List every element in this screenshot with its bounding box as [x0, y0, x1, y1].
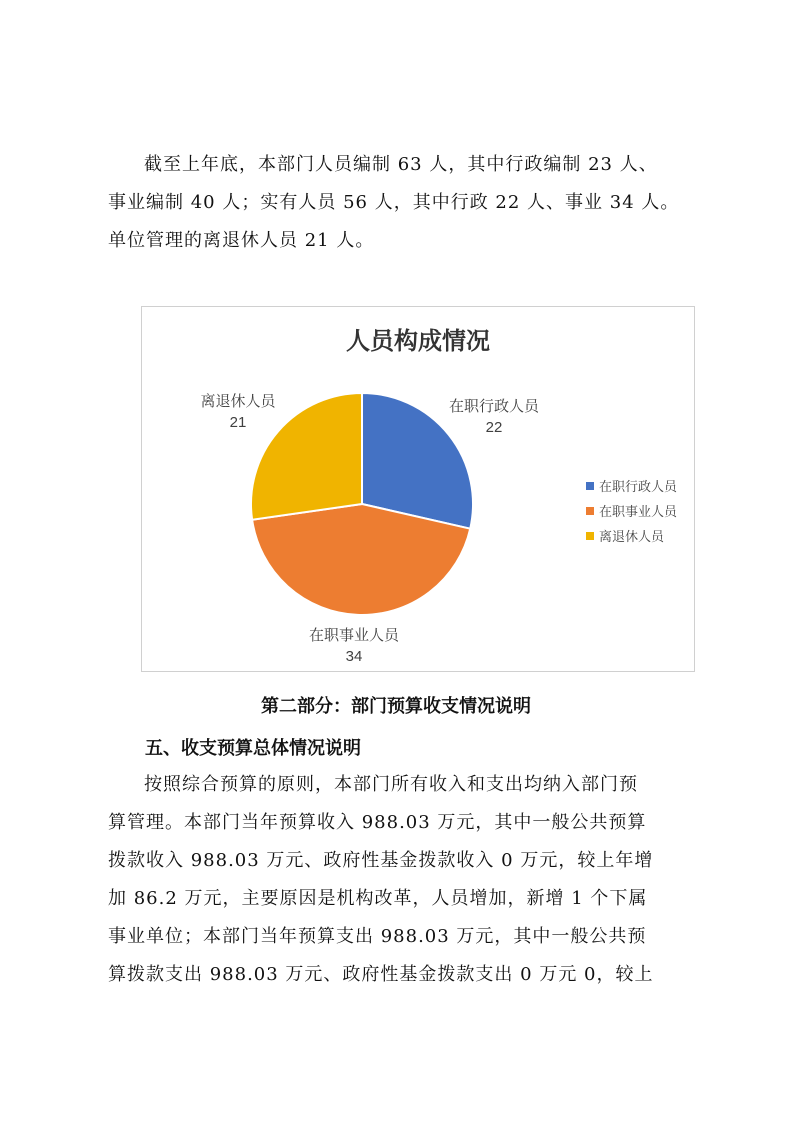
legend-item [586, 523, 677, 548]
legend-label: 在职行政人员 [599, 479, 678, 494]
slice-label: 离退休人员 [200, 393, 276, 410]
body-line: 拨款收入 988.03 万元、政府性基金拨款收入 0 万元，较上年增 [108, 850, 654, 871]
legend-item [586, 473, 677, 498]
body-line: 事业单位；本部门当年预算支出 988.03 万元，其中一般公共预 [108, 926, 647, 947]
pie-slice [252, 504, 470, 615]
slice-value: 34 [345, 648, 363, 665]
slice-value: 21 [229, 414, 247, 431]
legend-swatch [586, 532, 594, 540]
chart-legend [586, 473, 677, 548]
intro-line: 事业编制 40 人；实有人员 56 人，其中行政 22 人、事业 34 人。 [108, 192, 680, 213]
subsection-title: 五、收支预算总体情况说明 [145, 738, 361, 759]
slice-value: 22 [485, 419, 503, 436]
intro-line: 截至上年底，本部门人员编制 63 人，其中行政编制 23 人、 [144, 154, 658, 175]
body-line: 加 86.2 万元，主要原因是机构改革，人员增加，新增 1 个下属 [108, 888, 648, 909]
pie-slice [251, 393, 362, 520]
legend-item [586, 498, 677, 523]
intro-line: 单位管理的离退休人员 21 人。 [108, 230, 375, 251]
slice-label: 在职行政人员 [448, 398, 540, 415]
legend-label: 在职事业人员 [599, 504, 678, 519]
slice-label: 在职事业人员 [308, 627, 400, 644]
pie-chart [141, 306, 695, 672]
body-line: 算管理。本部门当年预算收入 988.03 万元，其中一般公共预算 [108, 812, 647, 833]
legend-label: 离退休人员 [599, 529, 665, 544]
section-title: 第二部分：部门预算收支情况说明 [261, 696, 531, 717]
body-line: 按照综合预算的原则，本部门所有收入和支出均纳入部门预 [144, 774, 638, 795]
legend-swatch [586, 482, 594, 490]
body-paragraph [108, 766, 698, 994]
chart-title: 人员构成情况 [346, 327, 490, 355]
intro-paragraph [108, 146, 698, 260]
body-line: 算拨款支出 988.03 万元、政府性基金拨款支出 0 万元 0，较上 [108, 964, 654, 985]
legend-swatch [586, 507, 594, 515]
